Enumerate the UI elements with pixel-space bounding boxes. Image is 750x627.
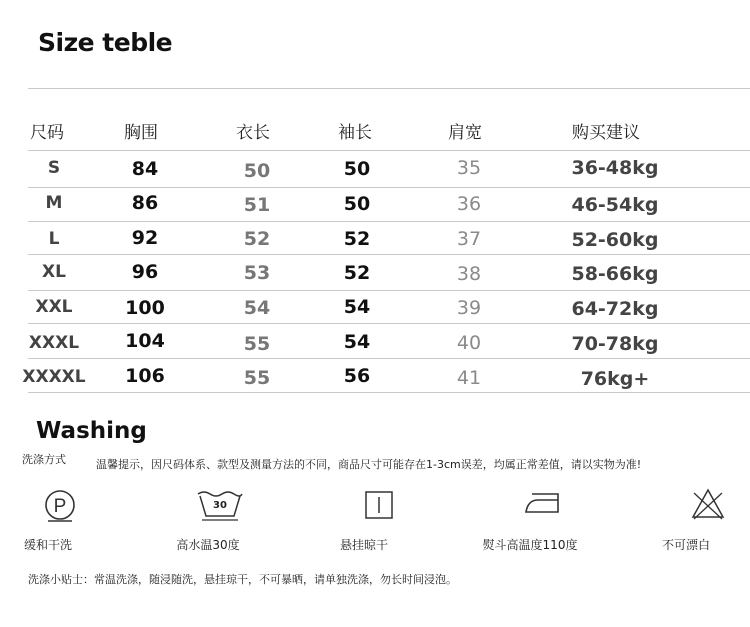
divider [28,392,750,393]
wash-temperature-badge: 30 [213,500,227,511]
length-cell: 53 [243,262,271,284]
hang-dry-label: 悬挂晾干 [339,538,388,552]
size-cell: L [48,229,60,249]
header-chest: 胸围 [124,123,158,143]
sleeve-cell: 52 [343,262,371,284]
no-bleach-icon [690,487,726,521]
header-shoulder: 肩宽 [448,123,482,143]
sleeve-cell: 54 [343,296,371,318]
dry-clean-label: 缓和干洗 [23,538,72,552]
header-length: 衣长 [236,123,270,143]
chest-cell: 86 [131,192,159,214]
size-cell: S [47,158,61,178]
divider [28,254,750,255]
recommendation-cell: 36-48kg [571,157,659,179]
length-cell: 54 [243,297,271,319]
size-cell: XXL [35,297,73,317]
size-cell: XXXXL [22,367,86,387]
size-cell: M [45,193,63,213]
shoulder-cell: 35 [456,157,482,179]
washing-title: Washing [36,418,147,444]
chest-cell: 106 [125,365,165,387]
shoulder-cell: 38 [456,263,482,285]
sleeve-cell: 50 [343,193,371,215]
iron-icon [524,490,564,518]
recommendation-cell: 76kg+ [580,368,650,390]
no-bleach-label: 不可漂白 [661,538,710,552]
wash-30-label: 高水温30度 [176,538,240,552]
recommendation-cell: 46-54kg [571,194,659,216]
divider [28,323,750,324]
washing-method-label: 洗涤方式 [22,453,66,466]
length-cell: 50 [243,160,271,182]
divider [28,290,750,291]
chest-cell: 84 [131,158,159,180]
size-cell: XXXL [28,333,80,353]
svg-text:P: P [53,496,67,517]
shoulder-cell: 37 [456,228,482,250]
length-cell: 55 [243,333,271,355]
divider [28,221,750,222]
length-cell: 55 [243,367,271,389]
page-title: Size teble [38,28,173,57]
header-sleeve: 袖长 [338,123,372,143]
chest-cell: 92 [131,227,159,249]
sleeve-cell: 50 [343,158,371,180]
header-size: 尺码 [30,123,64,143]
chest-cell: 96 [131,261,159,283]
recommendation-cell: 52-60kg [571,229,659,251]
shoulder-cell: 41 [456,367,482,389]
divider [28,88,750,89]
chest-cell: 104 [125,330,165,352]
dry-clean-p-icon [42,487,78,523]
divider [28,358,750,359]
wash-30-icon [196,488,244,522]
chest-cell: 100 [125,297,165,319]
sleeve-cell: 56 [343,365,371,387]
recommendation-cell: 64-72kg [571,298,659,320]
header-recommendation: 购买建议 [572,123,640,143]
recommendation-cell: 70-78kg [571,333,659,355]
size-cell: XL [42,262,66,282]
washing-notice: 温馨提示，因尺码体系、款型及测量方法的不同，商品尺寸可能存在1-3cm误差，均属正常差值，请以实物为准! [96,458,642,471]
shoulder-cell: 36 [456,193,482,215]
iron-label: 熨斗高温度110度 [482,538,578,552]
washing-tip: 洗涤小贴士：常温洗涤，随浸随洗，悬挂琼干，不可暴晒，请单独洗涤，勿长时间浸泡。 [28,573,457,586]
shoulder-cell: 40 [456,332,482,354]
divider [28,187,750,188]
length-cell: 52 [243,228,271,250]
sleeve-cell: 52 [343,228,371,250]
divider [28,150,750,151]
recommendation-cell: 58-66kg [571,263,659,285]
hang-dry-icon [363,489,395,521]
shoulder-cell: 39 [456,297,482,319]
length-cell: 51 [243,194,271,216]
sleeve-cell: 54 [343,331,371,353]
